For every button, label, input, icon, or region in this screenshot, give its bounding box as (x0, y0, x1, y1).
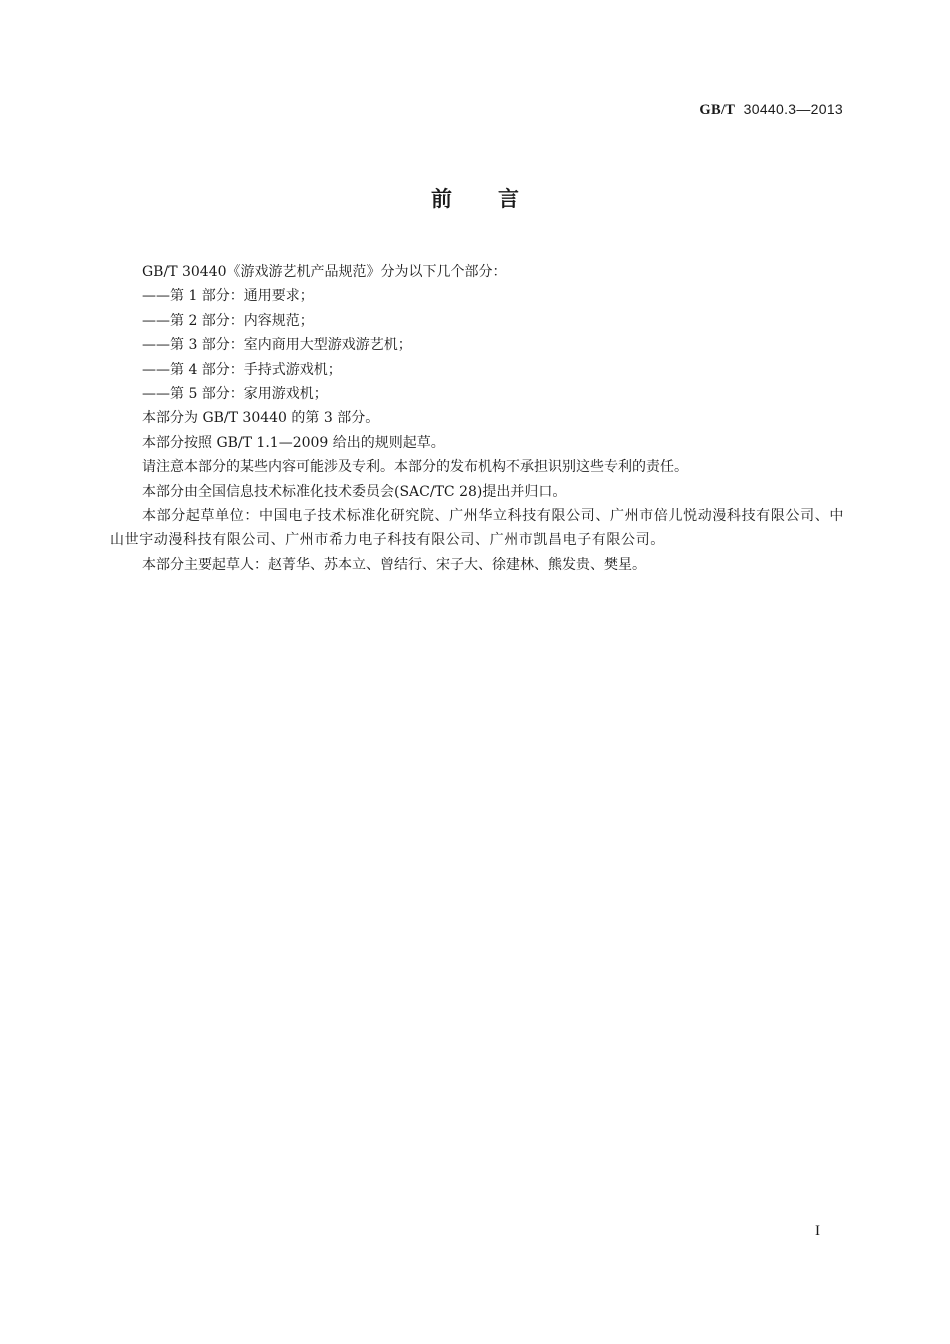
paragraph-part-statement: 本部分为 GB/T 30440 的第 3 部分。 (142, 410, 380, 427)
list-item-part-5: ——第 5 部分：家用游戏机； (142, 386, 328, 403)
standard-code-header (699, 101, 843, 119)
paragraph-drafting-units: 本部分起草单位：中国电子技术标准化研究院、广州华立科技有限公司、广州市倍儿悦动漫科技有限公司、中山世宇动漫科技有限公司、广州市希力电子科技有限公司、广州市凯昌电子有限公司。 (110, 508, 844, 549)
standard-number: 30440.3—2013 (743, 101, 843, 117)
page-title: 前言 (431, 187, 565, 211)
standard-prefix: GB/T (699, 102, 736, 118)
list-item-part-1: ——第 1 部分：通用要求； (142, 288, 314, 305)
paragraph-drafters: 本部分主要起草人：赵菁华、苏本立、曾结行、宋子大、徐建林、熊发贵、樊星。 (142, 556, 646, 573)
paragraph-drafting-rules: 本部分按照 GB/T 1.1—2009 给出的规则起草。 (142, 434, 445, 451)
list-item-part-4: ——第 4 部分：手持式游戏机； (142, 361, 342, 378)
list-item-part-3: ——第 3 部分：室内商用大型游戏游艺机； (142, 337, 412, 354)
foreword-body (110, 260, 844, 577)
paragraph-parts-intro: GB/T 30440《游戏游艺机产品规范》分为以下几个部分： (142, 264, 507, 280)
list-item-part-2: ——第 2 部分：内容规范； (142, 312, 314, 329)
paragraph-patent-notice: 请注意本部分的某些内容可能涉及专利。本部分的发布机构不承担识别这些专利的责任。 (142, 459, 688, 476)
page-number: I (815, 1223, 820, 1239)
paragraph-proposer: 本部分由全国信息技术标准化技术委员会(SAC/TC 28)提出并归口。 (142, 483, 567, 500)
